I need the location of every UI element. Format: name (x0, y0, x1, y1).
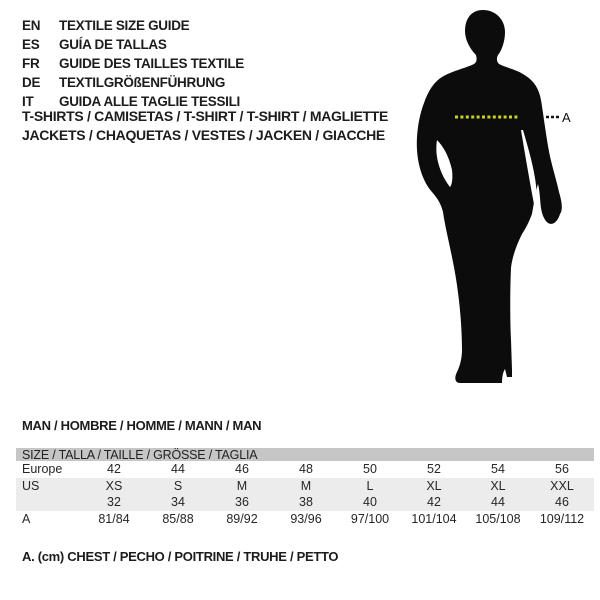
table-cell: M (236, 478, 248, 493)
table-cell: 97/100 (350, 511, 390, 526)
table-cell: XL (490, 478, 506, 493)
table-row-label: A (22, 511, 31, 526)
table-cell: 52 (427, 462, 441, 477)
table-row (16, 511, 594, 528)
table-cell: 81/84 (98, 511, 130, 526)
table-row (16, 478, 594, 495)
table-cell: XS (105, 478, 123, 493)
language-code: DE (22, 75, 41, 90)
table-cell: 89/92 (226, 511, 258, 526)
measurement-footnote: A. (cm) CHEST / PECHO / POITRINE / TRUHE / PETTO (22, 549, 339, 564)
language-code: IT (22, 94, 34, 109)
language-label: TEXTILE SIZE GUIDE (59, 18, 190, 33)
table-row-label: Europe (22, 462, 63, 477)
table-cell: 54 (491, 462, 505, 477)
section-title-man: MAN / HOMBRE / HOMME / MANN / MAN (22, 418, 262, 433)
table-cell: XL (426, 478, 442, 493)
table-cell: 50 (363, 462, 377, 477)
table-cell: M (300, 478, 312, 493)
table-cell: 36 (235, 495, 249, 510)
table-cell: 46 (555, 495, 569, 510)
table-cell: XXL (550, 478, 574, 493)
category-line-tshirts: T-SHIRTS / CAMISETAS / T-SHIRT / T-SHIRT / MAGLIETTE (22, 108, 389, 124)
table-cell: 85/88 (162, 511, 194, 526)
table-row (16, 494, 594, 511)
table-cell: 48 (299, 462, 313, 477)
table-cell: 42 (107, 462, 121, 477)
language-label: TEXTILGRÖßENFÜHRUNG (59, 75, 226, 90)
man-silhouette (408, 6, 575, 384)
table-cell: 46 (235, 462, 249, 477)
category-line-jackets: JACKETS / CHAQUETAS / VESTES / JACKEN / GIACCHE (22, 127, 385, 143)
language-label: GUIDA ALLE TAGLIE TESSILI (59, 94, 240, 109)
table-cell: 56 (555, 462, 569, 477)
language-row (22, 54, 244, 73)
man-silhouette-shape (417, 10, 562, 383)
language-label: GUÍA DE TALLAS (59, 37, 167, 52)
language-row (22, 35, 244, 54)
language-code: EN (22, 18, 41, 33)
table-cell: 105/108 (475, 511, 521, 526)
table-cell: 38 (299, 495, 313, 510)
language-code: ES (22, 37, 40, 52)
table-cell: 44 (171, 462, 185, 477)
table-row-label: US (22, 478, 40, 493)
table-cell: 101/104 (411, 511, 457, 526)
table-cell: 34 (171, 495, 185, 510)
table-row (16, 461, 594, 478)
language-code: FR (22, 56, 40, 71)
table-cell: 40 (363, 495, 377, 510)
table-cell: 109/112 (539, 511, 585, 526)
language-label: GUIDE DES TAILLES TEXTILE (59, 56, 245, 71)
size-table-rows (16, 461, 594, 527)
size-table-header: SIZE / TALLA / TAILLE / GRÖSSE / TAGLIA (16, 448, 594, 461)
measure-label-a: A (562, 110, 571, 125)
table-cell: L (366, 478, 374, 493)
table-cell: 32 (107, 495, 121, 510)
size-table (16, 448, 594, 527)
table-cell: S (173, 478, 183, 493)
table-cell: 42 (427, 495, 441, 510)
category-lines (22, 107, 388, 145)
language-row (22, 73, 244, 92)
table-cell: 93/96 (290, 511, 322, 526)
language-list (22, 16, 244, 111)
table-cell: 44 (491, 495, 505, 510)
language-row (22, 16, 244, 35)
